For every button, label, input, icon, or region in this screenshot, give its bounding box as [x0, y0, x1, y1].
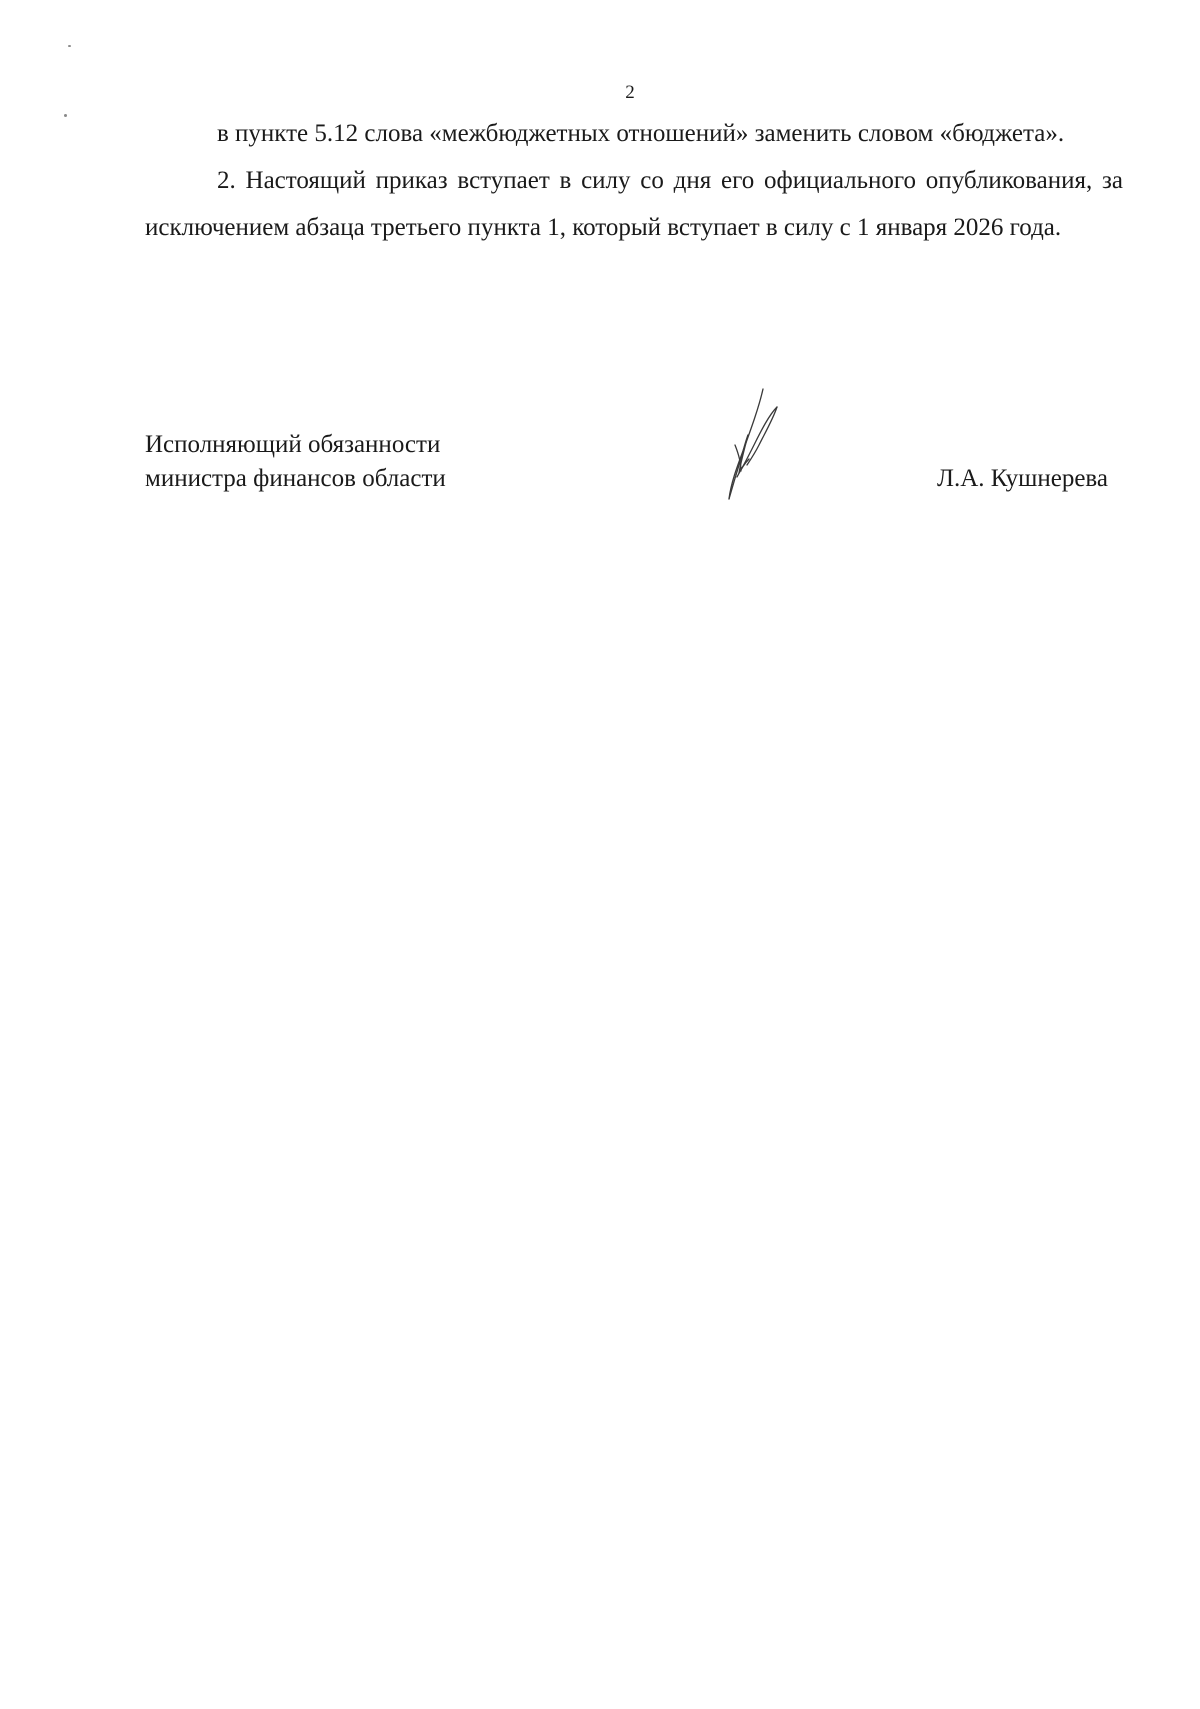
signatory-position-line2: министра финансов области [145, 465, 446, 492]
signatory-position-line1: Исполняющий обязанности [145, 431, 441, 458]
paragraph-effective-date: 2. Настоящий приказ вступает в силу со дня его официального опубликования, за исключением абзаца третьего пункта 1, который вступает в силу с 1 января 2026 года. [145, 167, 1123, 241]
scan-speck [68, 45, 71, 47]
signatory-position [145, 428, 446, 496]
signature-block [145, 428, 1123, 508]
page-number: 2 [625, 82, 635, 103]
scan-speck [64, 114, 67, 117]
document-body [145, 110, 1123, 251]
handwritten-signature [715, 385, 795, 505]
paragraph-amendment: в пункте 5.12 слова «межбюджетных отношений» заменить словом «бюджета». [217, 120, 1065, 147]
signatory-name: Л.А. Кушнерева [937, 465, 1108, 492]
